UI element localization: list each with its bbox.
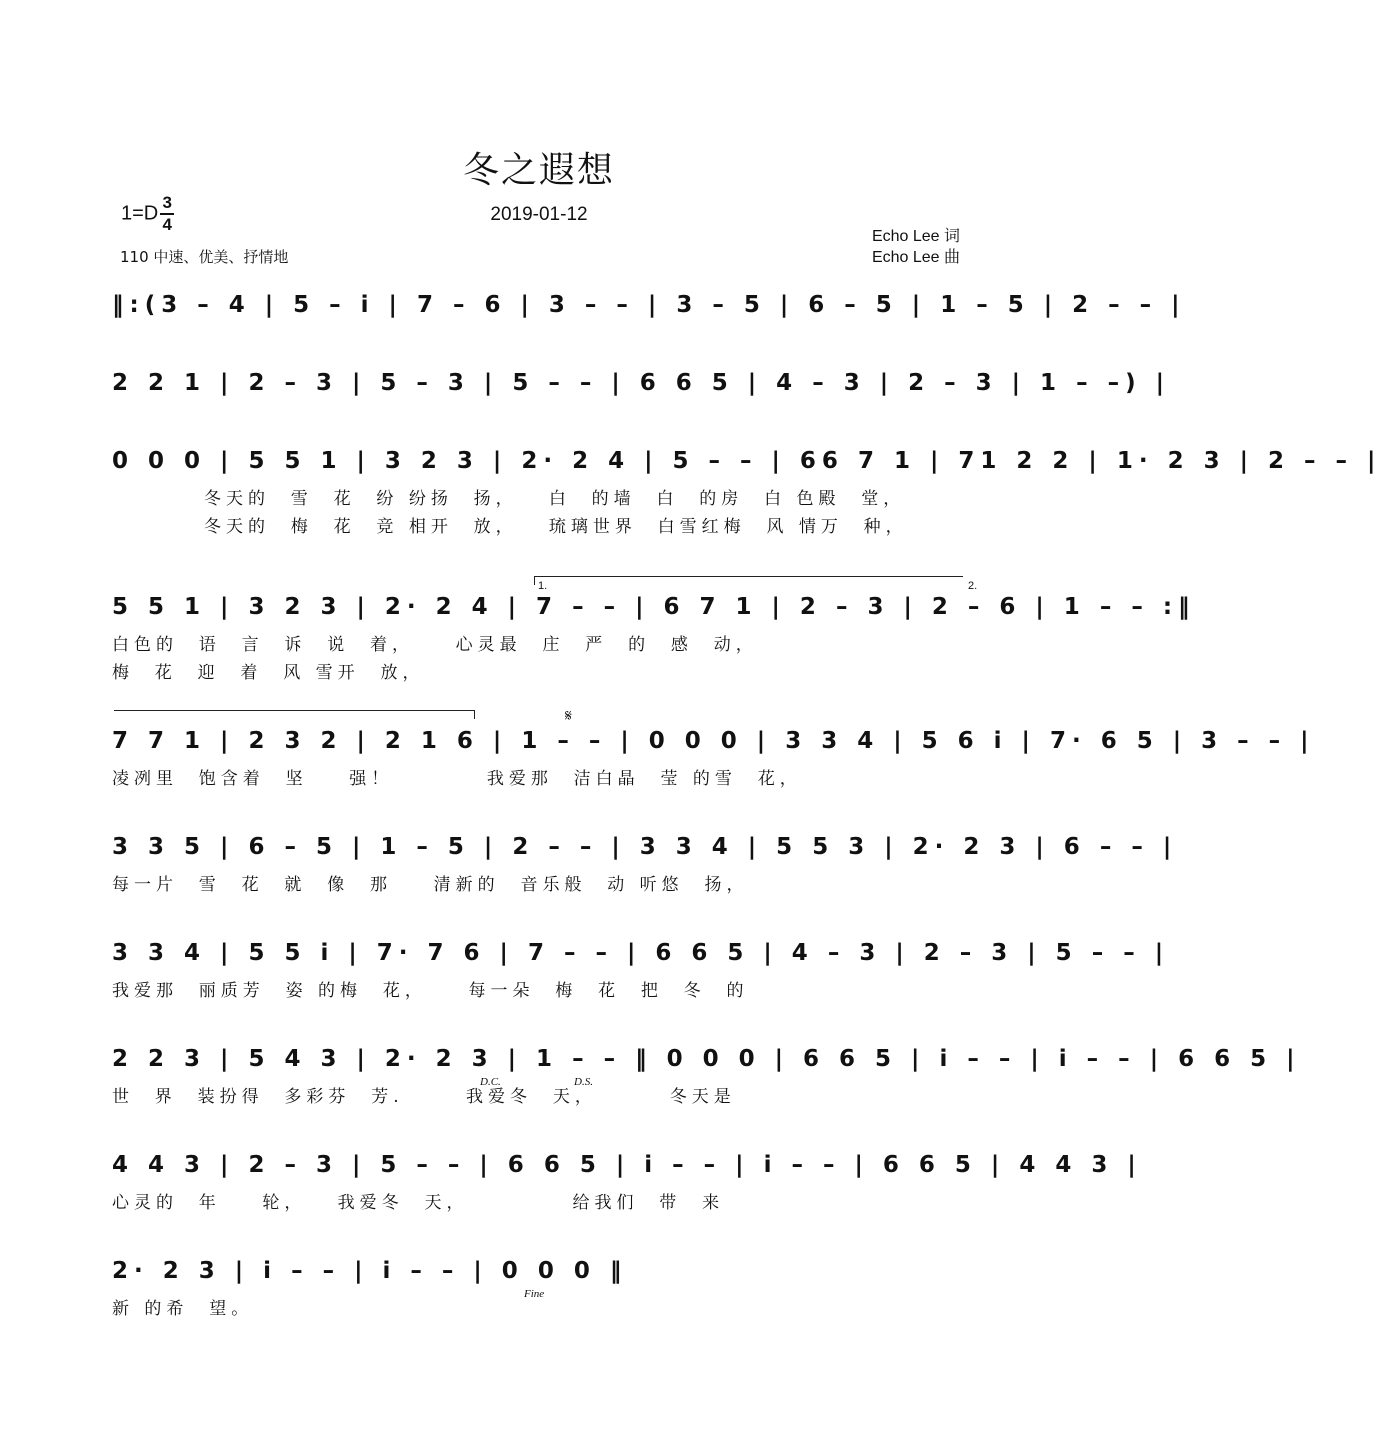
song-date: 2019-01-12 <box>490 204 588 225</box>
composer-credit: Echo Lee 曲 <box>871 249 960 266</box>
key-label: 1=D <box>121 202 159 225</box>
lyric-verse-1: 新 的希 望。 <box>112 1299 254 1319</box>
ds-mark: D.S. <box>574 1076 593 1088</box>
volta-number-2: 2. <box>968 580 978 592</box>
fine-mark: Fine <box>524 1288 545 1300</box>
lyric-verse-1: 世 界 装扮得 多彩芬 芳. 我爱冬 天， 冬天是 <box>112 1087 736 1107</box>
segno-sign: 𝄋 <box>565 706 572 725</box>
dc-mark: D.C. <box>480 1076 501 1088</box>
key-signature <box>121 194 174 234</box>
volta-bracket-2 <box>114 710 475 719</box>
notation-line: ‖:(3 – 4 | 5 – i | 7 – 6 | 3 – – | 3 – 5 | 6 – 5 | 1 – 5 | 2 – – | <box>112 292 1186 318</box>
notation-line: 3 3 4 | 5 5 i | 7· 7 6 | 7 – – | 6 6 5 | 4 – 3 | 2 – 3 | 5 – – | <box>112 940 1170 966</box>
volta-number-1: 1. <box>538 580 548 592</box>
lyric-verse-1: 凌冽里 饱含着 坚 强！ 我爱那 洁白晶 莹 的雪 花， <box>112 769 802 789</box>
lyric-verse-1: 冬天的 雪 花 纷 纷扬 扬， 白 的墙 白 的房 白 色殿 堂， <box>204 489 906 509</box>
lyric-verse-1: 我爱那 丽质芳 姿 的梅 花， 每一朵 梅 花 把 冬 的 <box>112 981 749 1001</box>
time-signature <box>160 194 174 234</box>
time-signature-bottom: 4 <box>162 215 172 234</box>
notation-line: 5 5 1 | 3 2 3 | 2· 2 4 | 7 – – | 6 7 1 | 2 – 3 | 2 – 6 | 1 – – :‖ <box>112 594 1196 620</box>
notation-line: 0 0 0 | 5 5 1 | 3 2 3 | 2· 2 4 | 5 – – | 66 7 1 | 71 2 2 | 1· 2 3 | 2 – – | <box>112 448 1381 474</box>
time-signature-top: 3 <box>162 193 172 212</box>
song-title: 冬之遐想 <box>462 150 615 191</box>
lyric-verse-1: 白色的 语 言 诉 说 着， 心灵最 庄 严 的 感 动， <box>112 635 758 655</box>
lyricist-credit: Echo Lee 词 <box>871 228 960 245</box>
credits <box>872 226 960 268</box>
notation-line: 2 2 3 | 5 4 3 | 2· 2 3 | 1 – – ‖ 0 0 0 | 6 6 5 | i – – | i – – | 6 6 5 | <box>112 1046 1301 1072</box>
lyric-verse-1: 每一片 雪 花 就 像 那 清新的 音乐般 动 听悠 扬， <box>112 875 749 895</box>
notation-line: 7 7 1 | 2 3 2 | 2 1 6 | 1 – – | 0 0 0 | 3 3 4 | 5 6 i | 7· 6 5 | 3 – – | <box>112 728 1315 754</box>
lyric-verse-1: 心灵的 年 轮， 我爱冬 天， 给我们 带 来 <box>112 1193 725 1213</box>
tempo-marking: 110 中速、优美、抒情地 <box>120 248 289 266</box>
lyric-verse-2: 冬天的 梅 花 竞 相开 放， 琉璃世界 白雪红梅 风 情万 种， <box>204 517 908 537</box>
lyric-verse-2: 梅 花 迎 着 风 雪开 放， <box>112 663 425 683</box>
notation-line: 4 4 3 | 2 – 3 | 5 – – | 6 6 5 | i – – | i – – | 6 6 5 | 4 4 3 | <box>112 1152 1142 1178</box>
notation-line: 3 3 5 | 6 – 5 | 1 – 5 | 2 – – | 3 3 4 | 5 5 3 | 2· 2 3 | 6 – – | <box>112 834 1178 860</box>
volta-bracket-1 <box>534 576 963 585</box>
notation-line: 2 2 1 | 2 – 3 | 5 – 3 | 5 – – | 6 6 5 | 4 – 3 | 2 – 3 | 1 – –) | <box>112 370 1170 396</box>
notation-line: 2· 2 3 | i – – | i – – | 0 0 0 ‖ <box>112 1258 628 1284</box>
